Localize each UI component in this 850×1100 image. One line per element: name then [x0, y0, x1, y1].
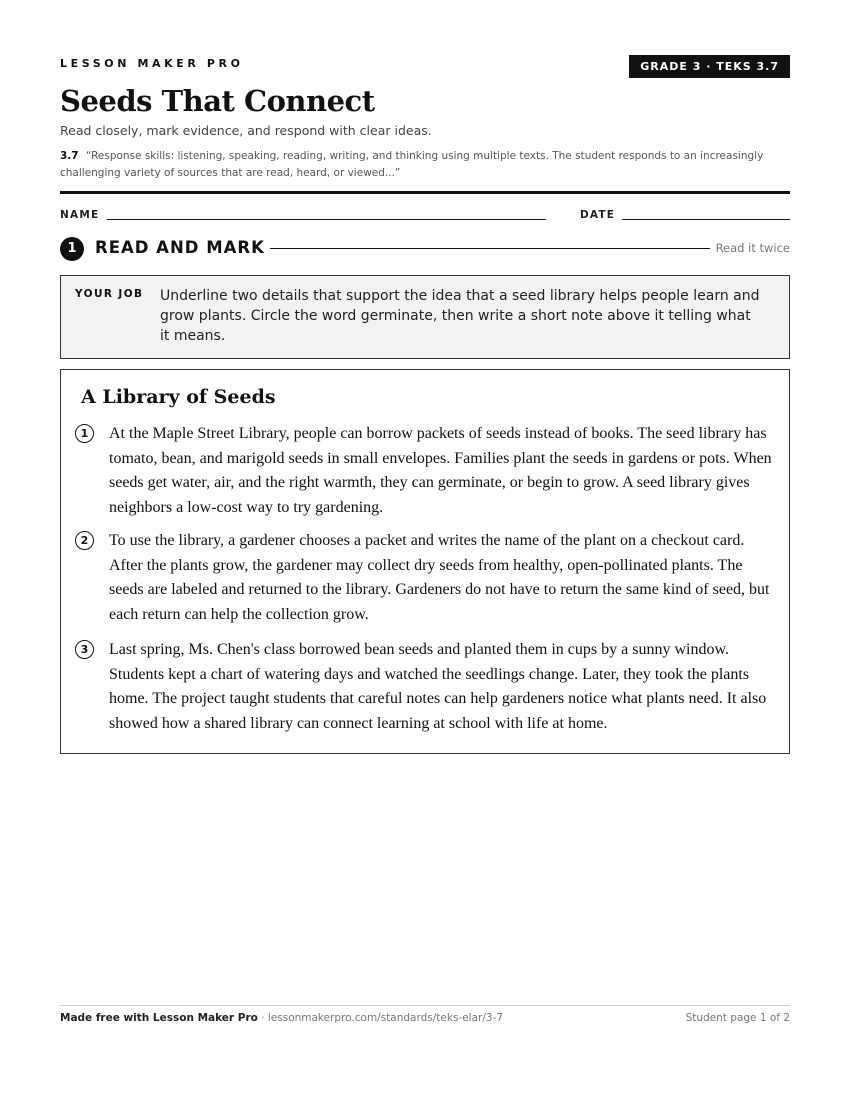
standard-statement — [60, 148, 790, 182]
standard-text: “Response skills: listening, speaking, reading, writing, and thinking using multiple texts. The student responds to an increasingly challenging variety of sources that are read, heard, or viewed...” — [60, 150, 764, 179]
brand-name: LESSON MAKER PRO — [60, 57, 244, 70]
section-header — [60, 236, 790, 262]
name-label: NAME — [60, 209, 100, 221]
footer-maker: Made free with Lesson Maker Pro — [60, 1012, 258, 1024]
name-field-line[interactable] — [107, 219, 546, 220]
passage-title: A Library of Seeds — [81, 386, 276, 408]
header-bar — [60, 56, 790, 80]
paragraph-number: 1 — [75, 424, 94, 443]
worksheet-page — [60, 0, 790, 1100]
paragraph-number: 2 — [75, 531, 94, 550]
standard-code: 3.7 — [60, 150, 79, 162]
instructions-text: Underline two details that support the idea that a seed library helps people learn and grow plants. Circle the word germinate, then write a short note above it telling what it means. — [160, 288, 760, 344]
section-note: Read it twice — [715, 241, 790, 255]
header-divider — [60, 191, 790, 194]
page-title: Seeds That Connect — [60, 84, 375, 118]
footer-page-number: Student page 1 of 2 — [685, 1012, 790, 1024]
paragraph-text: Last spring, Ms. Chen's class borrowed bean seeds and planted them in cups by a sunny window. Students kept a chart of watering days and watched the seedlings change. Later, they took the plants home. The project taught students that careful notes can help gardeners notice what plants need. It also showed how a shared library can connect learning at school with life at home. — [109, 641, 767, 732]
paragraph-number: 3 — [75, 640, 94, 659]
footer-credit — [60, 1012, 503, 1024]
section-divider — [270, 248, 710, 249]
date-field-line[interactable] — [622, 219, 790, 220]
instructions-box — [60, 275, 790, 359]
footer-url-link[interactable]: lessonmakerpro.com/standards/teks-elar/3-7 — [267, 1012, 504, 1024]
section-title: READ AND MARK — [95, 238, 265, 257]
reading-passage — [60, 369, 790, 754]
paragraph-text: At the Maple Street Library, people can borrow packets of seeds instead of books. The seed library has tomato, bean, and marigold seeds in small envelopes. Families plant the seeds in gardens or pots. When seeds get water, air, and the right warmth, they can germinate, or begin to grow. A seed library gives neighbors a low-cost way to try gardening. — [109, 425, 772, 516]
footer-separator: · — [257, 1012, 268, 1024]
grade-badge: GRADE 3 · TEKS 3.7 — [629, 55, 790, 78]
section-number-badge: 1 — [60, 237, 84, 261]
date-label: DATE — [580, 209, 616, 221]
footer-divider — [60, 1005, 790, 1006]
paragraph-text: To use the library, a gardener chooses a packet and writes the name of the plant on a checkout card. After the plants grow, the gardener may collect dry seeds from healthy, open-pollinated plants. The seeds are labeled and returned to the library. Gardeners do not have to return the same kind of seed, but each return can help the collection grow. — [109, 532, 770, 623]
page-subtitle: Read closely, mark evidence, and respond with clear ideas. — [60, 123, 432, 138]
instructions-label: YOUR JOB — [75, 288, 144, 300]
